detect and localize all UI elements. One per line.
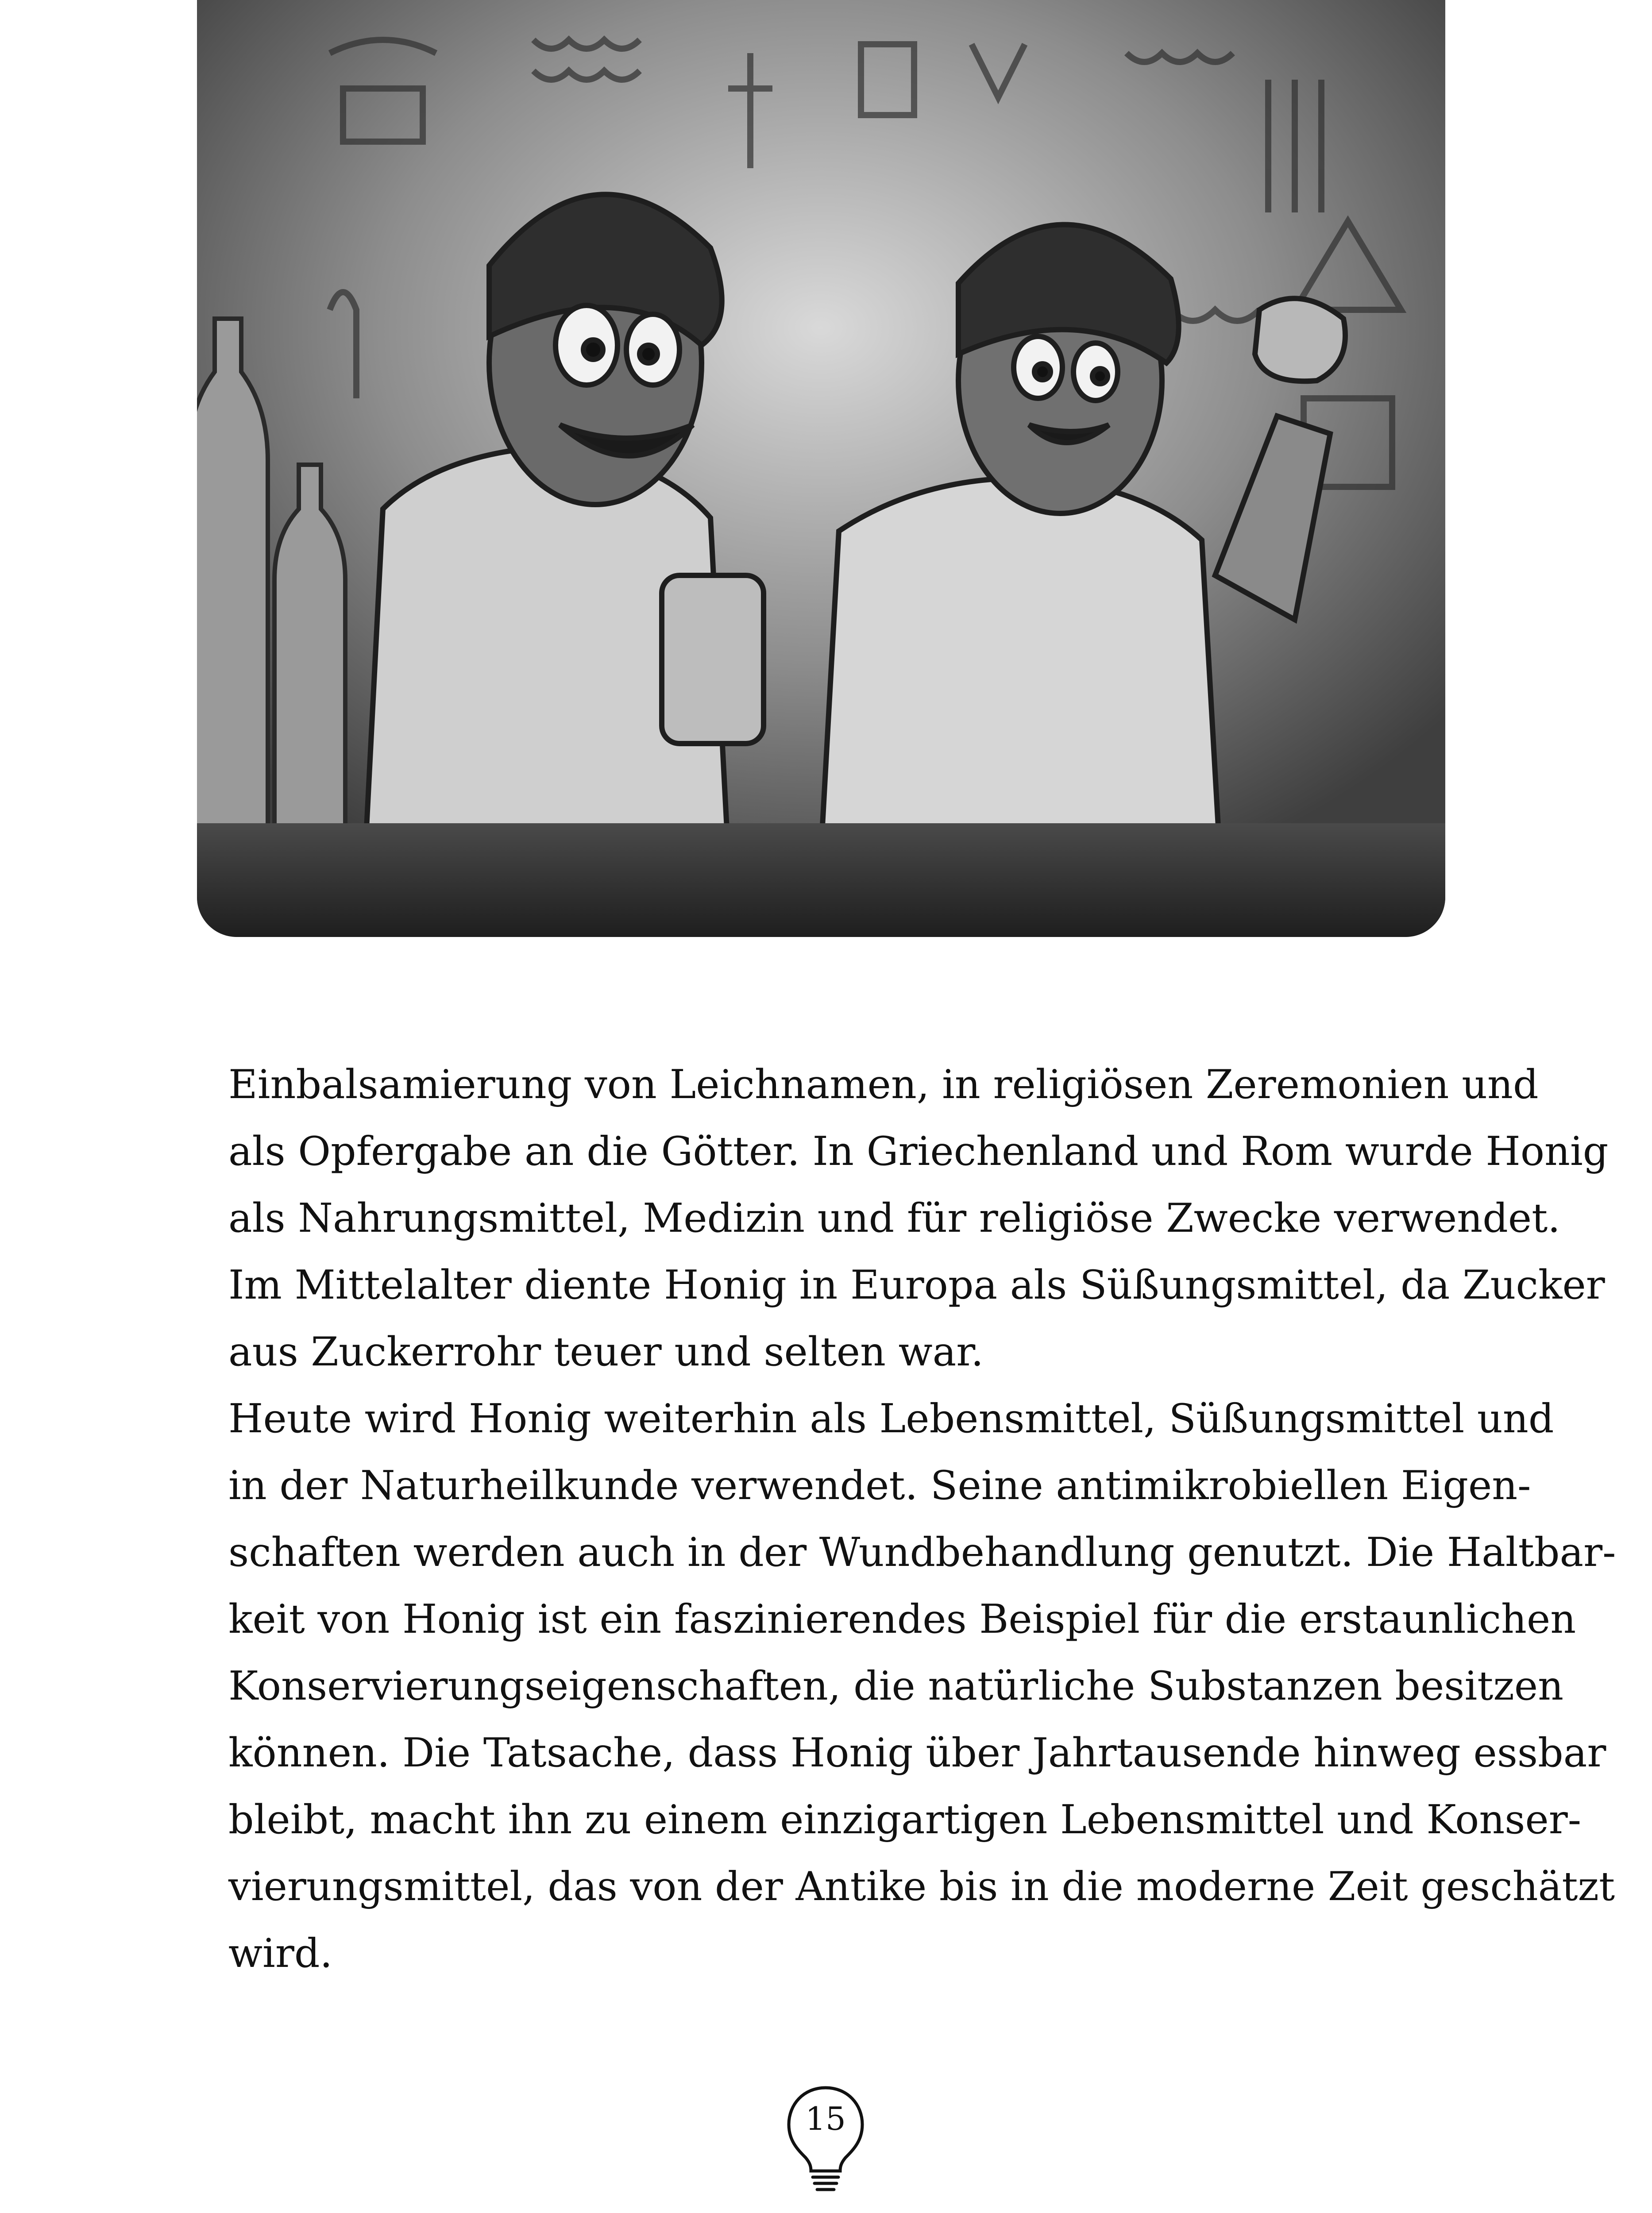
text-line: wird. bbox=[228, 1930, 333, 1977]
text-line: Konservierungseigenschaften, die natürliche Substanzen besitzen bbox=[228, 1663, 1564, 1709]
text-line: aus Zuckerrohr teuer und selten war. bbox=[228, 1329, 984, 1375]
text-line: Heute wird Honig weiterhin als Lebensmittel, Süßungsmittel und bbox=[228, 1396, 1554, 1442]
lightbulb-icon bbox=[784, 2082, 868, 2198]
text-line: keit von Honig ist ein faszinierendes Beispiel für die erstaunlichen bbox=[228, 1596, 1576, 1642]
text-line: als Nahrungsmittel, Medizin und für religiöse Zwecke verwendet. bbox=[228, 1195, 1560, 1241]
text-line: bleibt, macht ihn zu einem einzigartigen Lebensmittel und Konser- bbox=[228, 1797, 1582, 1843]
text-line: vierungsmittel, das von der Antike bis in die moderne Zeit geschätzt bbox=[228, 1863, 1615, 1910]
text-line: schaften werden auch in der Wundbehandlung genutzt. Die Haltbar- bbox=[228, 1529, 1616, 1576]
text-line: in der Naturheilkunde verwendet. Seine antimikrobiellen Eigen- bbox=[228, 1462, 1531, 1509]
text-line: Im Mittelalter diente Honig in Europa als Süßungsmittel, da Zucker bbox=[228, 1262, 1605, 1308]
text-line: als Opfergabe an die Götter. In Griechenland und Rom wurde Honig bbox=[228, 1128, 1609, 1175]
body-text bbox=[228, 1051, 1616, 1987]
illustration-image bbox=[197, 0, 1445, 937]
text-line: Einbalsamierung von Leichnamen, in religiösen Zeremonien und bbox=[228, 1061, 1539, 1108]
text-line: können. Die Tatsache, dass Honig über Jahrtausende hinweg essbar bbox=[228, 1730, 1606, 1776]
page-number: 15 bbox=[805, 2100, 846, 2137]
page-number-badge bbox=[784, 2082, 868, 2198]
